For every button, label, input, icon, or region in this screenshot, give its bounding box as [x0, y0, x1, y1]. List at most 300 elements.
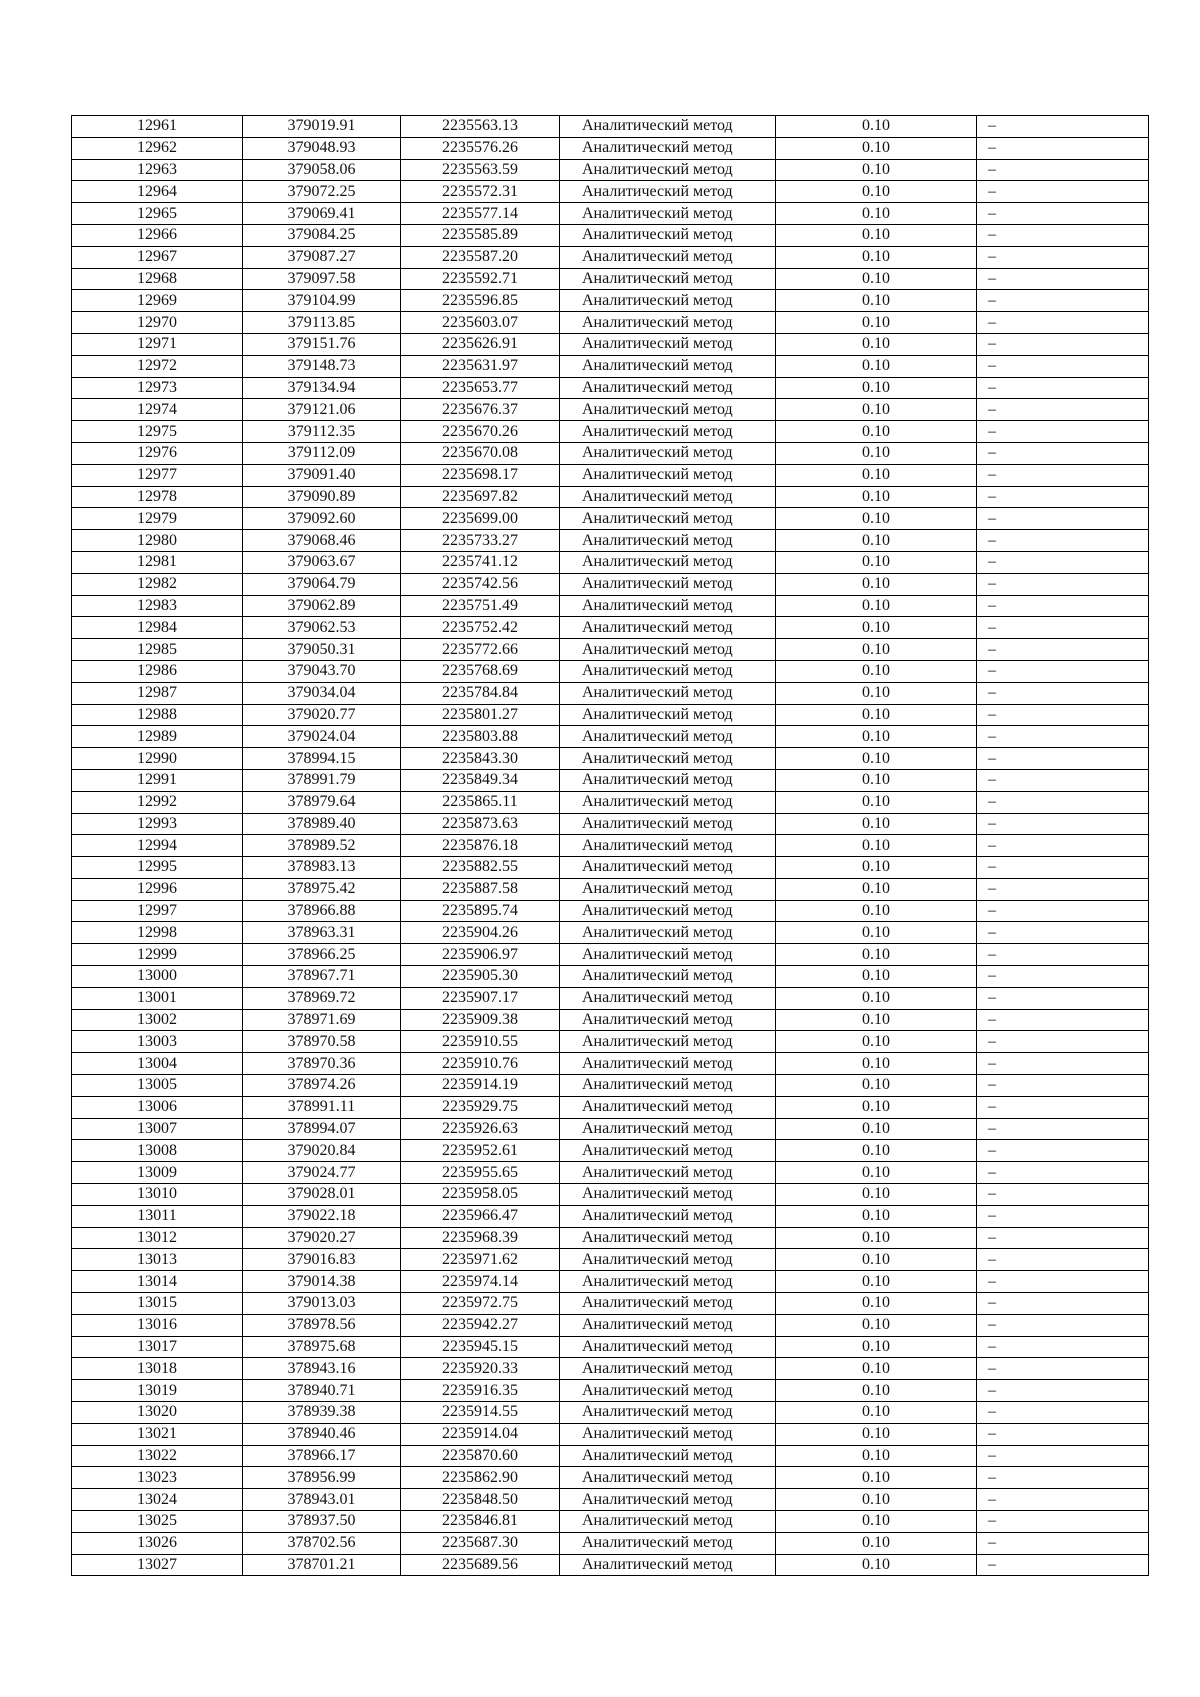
- description-cell: –: [977, 1096, 1149, 1118]
- description-cell: –: [977, 508, 1149, 530]
- x-coordinate-cell: 379034.04: [243, 682, 401, 704]
- point-number-cell: 12998: [72, 922, 243, 944]
- description-cell: –: [977, 1031, 1149, 1053]
- x-coordinate-cell: 378956.99: [243, 1467, 401, 1489]
- y-coordinate-cell: 2235843.30: [401, 748, 560, 770]
- precision-cell: 0.10: [776, 639, 977, 661]
- point-number-cell: 12986: [72, 660, 243, 682]
- method-cell: Аналитический метод: [560, 1402, 776, 1424]
- description-cell: –: [977, 421, 1149, 443]
- table-row: [72, 1227, 1149, 1249]
- point-number-cell: 12961: [72, 116, 243, 138]
- point-number-cell: 12994: [72, 835, 243, 857]
- point-number-cell: 13027: [72, 1554, 243, 1576]
- precision-cell: 0.10: [776, 922, 977, 944]
- precision-cell: 0.10: [776, 159, 977, 181]
- point-number-cell: 12968: [72, 268, 243, 290]
- precision-cell: 0.10: [776, 355, 977, 377]
- y-coordinate-cell: 2235972.75: [401, 1293, 560, 1315]
- y-coordinate-cell: 2235751.49: [401, 595, 560, 617]
- x-coordinate-cell: 378971.69: [243, 1009, 401, 1031]
- x-coordinate-cell: 379112.09: [243, 442, 401, 464]
- x-coordinate-cell: 378701.21: [243, 1554, 401, 1576]
- table-row: [72, 704, 1149, 726]
- description-cell: –: [977, 1445, 1149, 1467]
- method-cell: Аналитический метод: [560, 1205, 776, 1227]
- x-coordinate-cell: 378994.07: [243, 1118, 401, 1140]
- point-number-cell: 12974: [72, 399, 243, 421]
- description-cell: –: [977, 1314, 1149, 1336]
- description-cell: –: [977, 181, 1149, 203]
- method-cell: Аналитический метод: [560, 246, 776, 268]
- x-coordinate-cell: 379019.91: [243, 116, 401, 138]
- method-cell: Аналитический метод: [560, 1162, 776, 1184]
- method-cell: Аналитический метод: [560, 857, 776, 879]
- precision-cell: 0.10: [776, 377, 977, 399]
- table-row: [72, 1293, 1149, 1315]
- precision-cell: 0.10: [776, 333, 977, 355]
- point-number-cell: 12979: [72, 508, 243, 530]
- method-cell: Аналитический метод: [560, 944, 776, 966]
- point-number-cell: 12962: [72, 137, 243, 159]
- table-row: [72, 551, 1149, 573]
- x-coordinate-cell: 379091.40: [243, 464, 401, 486]
- method-cell: Аналитический метод: [560, 639, 776, 661]
- y-coordinate-cell: 2235768.69: [401, 660, 560, 682]
- description-cell: –: [977, 1075, 1149, 1097]
- x-coordinate-cell: 379084.25: [243, 224, 401, 246]
- method-cell: Аналитический метод: [560, 1336, 776, 1358]
- description-cell: –: [977, 682, 1149, 704]
- precision-cell: 0.10: [776, 813, 977, 835]
- precision-cell: 0.10: [776, 573, 977, 595]
- y-coordinate-cell: 2235906.97: [401, 944, 560, 966]
- x-coordinate-cell: 378966.88: [243, 900, 401, 922]
- point-number-cell: 12978: [72, 486, 243, 508]
- description-cell: –: [977, 203, 1149, 225]
- precision-cell: 0.10: [776, 1489, 977, 1511]
- point-number-cell: 13014: [72, 1271, 243, 1293]
- method-cell: Аналитический метод: [560, 617, 776, 639]
- method-cell: Аналитический метод: [560, 290, 776, 312]
- method-cell: Аналитический метод: [560, 137, 776, 159]
- description-cell: –: [977, 726, 1149, 748]
- point-number-cell: 13015: [72, 1293, 243, 1315]
- x-coordinate-cell: 378994.15: [243, 748, 401, 770]
- precision-cell: 0.10: [776, 726, 977, 748]
- table-row: [72, 1511, 1149, 1533]
- y-coordinate-cell: 2235909.38: [401, 1009, 560, 1031]
- table-row: [72, 987, 1149, 1009]
- point-number-cell: 13023: [72, 1467, 243, 1489]
- description-cell: –: [977, 246, 1149, 268]
- method-cell: Аналитический метод: [560, 660, 776, 682]
- table-row: [72, 878, 1149, 900]
- y-coordinate-cell: 2235904.26: [401, 922, 560, 944]
- description-cell: –: [977, 1227, 1149, 1249]
- description-cell: –: [977, 530, 1149, 552]
- precision-cell: 0.10: [776, 1402, 977, 1424]
- precision-cell: 0.10: [776, 1118, 977, 1140]
- precision-cell: 0.10: [776, 1009, 977, 1031]
- method-cell: Аналитический метод: [560, 595, 776, 617]
- precision-cell: 0.10: [776, 508, 977, 530]
- table-row: [72, 617, 1149, 639]
- y-coordinate-cell: 2235873.63: [401, 813, 560, 835]
- x-coordinate-cell: 378991.79: [243, 769, 401, 791]
- y-coordinate-cell: 2235670.08: [401, 442, 560, 464]
- x-coordinate-cell: 379062.89: [243, 595, 401, 617]
- x-coordinate-cell: 378991.11: [243, 1096, 401, 1118]
- y-coordinate-cell: 2235587.20: [401, 246, 560, 268]
- table-row: [72, 137, 1149, 159]
- precision-cell: 0.10: [776, 486, 977, 508]
- x-coordinate-cell: 378970.36: [243, 1053, 401, 1075]
- point-number-cell: 12977: [72, 464, 243, 486]
- description-cell: –: [977, 944, 1149, 966]
- table-row: [72, 355, 1149, 377]
- y-coordinate-cell: 2235592.71: [401, 268, 560, 290]
- precision-cell: 0.10: [776, 442, 977, 464]
- x-coordinate-cell: 379050.31: [243, 639, 401, 661]
- table-row: [72, 1053, 1149, 1075]
- point-number-cell: 12992: [72, 791, 243, 813]
- description-cell: –: [977, 377, 1149, 399]
- precision-cell: 0.10: [776, 835, 977, 857]
- table-row: [72, 377, 1149, 399]
- table-row: [72, 944, 1149, 966]
- point-number-cell: 12964: [72, 181, 243, 203]
- table-row: [72, 1532, 1149, 1554]
- y-coordinate-cell: 2235974.14: [401, 1271, 560, 1293]
- table-row: [72, 181, 1149, 203]
- precision-cell: 0.10: [776, 1031, 977, 1053]
- description-cell: –: [977, 1140, 1149, 1162]
- point-number-cell: 13011: [72, 1205, 243, 1227]
- y-coordinate-cell: 2235631.97: [401, 355, 560, 377]
- precision-cell: 0.10: [776, 966, 977, 988]
- x-coordinate-cell: 379024.04: [243, 726, 401, 748]
- point-number-cell: 12963: [72, 159, 243, 181]
- y-coordinate-cell: 2235848.50: [401, 1489, 560, 1511]
- description-cell: –: [977, 639, 1149, 661]
- table-row: [72, 682, 1149, 704]
- x-coordinate-cell: 379048.93: [243, 137, 401, 159]
- x-coordinate-cell: 379112.35: [243, 421, 401, 443]
- point-number-cell: 13025: [72, 1511, 243, 1533]
- description-cell: –: [977, 224, 1149, 246]
- description-cell: –: [977, 355, 1149, 377]
- point-number-cell: 13010: [72, 1184, 243, 1206]
- precision-cell: 0.10: [776, 1423, 977, 1445]
- table-row: [72, 1423, 1149, 1445]
- x-coordinate-cell: 379092.60: [243, 508, 401, 530]
- table-row: [72, 791, 1149, 813]
- y-coordinate-cell: 2235699.00: [401, 508, 560, 530]
- method-cell: Аналитический метод: [560, 573, 776, 595]
- table-row: [72, 1467, 1149, 1489]
- x-coordinate-cell: 378979.64: [243, 791, 401, 813]
- description-cell: –: [977, 333, 1149, 355]
- x-coordinate-cell: 379069.41: [243, 203, 401, 225]
- y-coordinate-cell: 2235958.05: [401, 1184, 560, 1206]
- method-cell: Аналитический метод: [560, 1053, 776, 1075]
- point-number-cell: 13016: [72, 1314, 243, 1336]
- table-row: [72, 1118, 1149, 1140]
- table-row: [72, 421, 1149, 443]
- y-coordinate-cell: 2235576.26: [401, 137, 560, 159]
- y-coordinate-cell: 2235916.35: [401, 1380, 560, 1402]
- point-number-cell: 12996: [72, 878, 243, 900]
- point-number-cell: 13009: [72, 1162, 243, 1184]
- precision-cell: 0.10: [776, 1140, 977, 1162]
- y-coordinate-cell: 2235577.14: [401, 203, 560, 225]
- description-cell: –: [977, 813, 1149, 835]
- table-row: [72, 442, 1149, 464]
- y-coordinate-cell: 2235971.62: [401, 1249, 560, 1271]
- precision-cell: 0.10: [776, 1293, 977, 1315]
- point-number-cell: 12966: [72, 224, 243, 246]
- x-coordinate-cell: 378975.68: [243, 1336, 401, 1358]
- x-coordinate-cell: 378939.38: [243, 1402, 401, 1424]
- y-coordinate-cell: 2235914.19: [401, 1075, 560, 1097]
- x-coordinate-cell: 379020.27: [243, 1227, 401, 1249]
- description-cell: –: [977, 464, 1149, 486]
- precision-cell: 0.10: [776, 1227, 977, 1249]
- x-coordinate-cell: 379022.18: [243, 1205, 401, 1227]
- method-cell: Аналитический метод: [560, 769, 776, 791]
- table-row: [72, 224, 1149, 246]
- y-coordinate-cell: 2235626.91: [401, 333, 560, 355]
- method-cell: Аналитический метод: [560, 551, 776, 573]
- y-coordinate-cell: 2235882.55: [401, 857, 560, 879]
- point-number-cell: 12997: [72, 900, 243, 922]
- point-number-cell: 12985: [72, 639, 243, 661]
- x-coordinate-cell: 379134.94: [243, 377, 401, 399]
- x-coordinate-cell: 379072.25: [243, 181, 401, 203]
- table-row: [72, 922, 1149, 944]
- description-cell: –: [977, 1402, 1149, 1424]
- description-cell: –: [977, 791, 1149, 813]
- method-cell: Аналитический метод: [560, 508, 776, 530]
- x-coordinate-cell: 379063.67: [243, 551, 401, 573]
- table-row: [72, 1402, 1149, 1424]
- point-number-cell: 13004: [72, 1053, 243, 1075]
- x-coordinate-cell: 379087.27: [243, 246, 401, 268]
- y-coordinate-cell: 2235910.55: [401, 1031, 560, 1053]
- y-coordinate-cell: 2235563.13: [401, 116, 560, 138]
- y-coordinate-cell: 2235801.27: [401, 704, 560, 726]
- y-coordinate-cell: 2235914.55: [401, 1402, 560, 1424]
- table-row: [72, 530, 1149, 552]
- precision-cell: 0.10: [776, 530, 977, 552]
- y-coordinate-cell: 2235752.42: [401, 617, 560, 639]
- point-number-cell: 12993: [72, 813, 243, 835]
- description-cell: –: [977, 1532, 1149, 1554]
- description-cell: –: [977, 1293, 1149, 1315]
- method-cell: Аналитический метод: [560, 1140, 776, 1162]
- description-cell: –: [977, 1009, 1149, 1031]
- table-row: [72, 595, 1149, 617]
- table-row: [72, 813, 1149, 835]
- method-cell: Аналитический метод: [560, 1554, 776, 1576]
- description-cell: –: [977, 769, 1149, 791]
- y-coordinate-cell: 2235803.88: [401, 726, 560, 748]
- y-coordinate-cell: 2235653.77: [401, 377, 560, 399]
- method-cell: Аналитический метод: [560, 421, 776, 443]
- table-row: [72, 726, 1149, 748]
- method-cell: Аналитический метод: [560, 1009, 776, 1031]
- precision-cell: 0.10: [776, 224, 977, 246]
- precision-cell: 0.10: [776, 682, 977, 704]
- x-coordinate-cell: 378940.71: [243, 1380, 401, 1402]
- point-number-cell: 13000: [72, 966, 243, 988]
- point-number-cell: 13001: [72, 987, 243, 1009]
- description-cell: –: [977, 1053, 1149, 1075]
- y-coordinate-cell: 2235687.30: [401, 1532, 560, 1554]
- precision-cell: 0.10: [776, 791, 977, 813]
- y-coordinate-cell: 2235862.90: [401, 1467, 560, 1489]
- method-cell: Аналитический метод: [560, 464, 776, 486]
- description-cell: –: [977, 1423, 1149, 1445]
- table-row: [72, 1554, 1149, 1576]
- description-cell: –: [977, 1511, 1149, 1533]
- method-cell: Аналитический метод: [560, 1184, 776, 1206]
- y-coordinate-cell: 2235742.56: [401, 573, 560, 595]
- method-cell: Аналитический метод: [560, 203, 776, 225]
- method-cell: Аналитический метод: [560, 224, 776, 246]
- description-cell: –: [977, 486, 1149, 508]
- table-row: [72, 246, 1149, 268]
- y-coordinate-cell: 2235849.34: [401, 769, 560, 791]
- description-cell: –: [977, 1358, 1149, 1380]
- method-cell: Аналитический метод: [560, 399, 776, 421]
- method-cell: Аналитический метод: [560, 1314, 776, 1336]
- table-row: [72, 900, 1149, 922]
- method-cell: Аналитический метод: [560, 748, 776, 770]
- description-cell: –: [977, 1336, 1149, 1358]
- table-row: [72, 399, 1149, 421]
- y-coordinate-cell: 2235907.17: [401, 987, 560, 1009]
- y-coordinate-cell: 2235865.11: [401, 791, 560, 813]
- precision-cell: 0.10: [776, 704, 977, 726]
- description-cell: –: [977, 748, 1149, 770]
- precision-cell: 0.10: [776, 268, 977, 290]
- x-coordinate-cell: 378937.50: [243, 1511, 401, 1533]
- point-number-cell: 13012: [72, 1227, 243, 1249]
- x-coordinate-cell: 379151.76: [243, 333, 401, 355]
- point-number-cell: 12995: [72, 857, 243, 879]
- point-number-cell: 13006: [72, 1096, 243, 1118]
- table-row: [72, 769, 1149, 791]
- method-cell: Аналитический метод: [560, 1293, 776, 1315]
- point-number-cell: 12972: [72, 355, 243, 377]
- method-cell: Аналитический метод: [560, 813, 776, 835]
- method-cell: Аналитический метод: [560, 312, 776, 334]
- precision-cell: 0.10: [776, 769, 977, 791]
- table-row: [72, 116, 1149, 138]
- table-row: [72, 1031, 1149, 1053]
- x-coordinate-cell: 379104.99: [243, 290, 401, 312]
- precision-cell: 0.10: [776, 987, 977, 1009]
- coordinates-table-body: [72, 116, 1149, 1576]
- precision-cell: 0.10: [776, 203, 977, 225]
- y-coordinate-cell: 2235585.89: [401, 224, 560, 246]
- x-coordinate-cell: 379013.03: [243, 1293, 401, 1315]
- table-row: [72, 1205, 1149, 1227]
- description-cell: –: [977, 900, 1149, 922]
- table-row: [72, 748, 1149, 770]
- x-coordinate-cell: 378989.40: [243, 813, 401, 835]
- table-row: [72, 486, 1149, 508]
- precision-cell: 0.10: [776, 137, 977, 159]
- table-row: [72, 573, 1149, 595]
- precision-cell: 0.10: [776, 551, 977, 573]
- description-cell: –: [977, 573, 1149, 595]
- point-number-cell: 12967: [72, 246, 243, 268]
- y-coordinate-cell: 2235733.27: [401, 530, 560, 552]
- point-number-cell: 12980: [72, 530, 243, 552]
- method-cell: Аналитический метод: [560, 159, 776, 181]
- table-row: [72, 464, 1149, 486]
- method-cell: Аналитический метод: [560, 1532, 776, 1554]
- table-row: [72, 159, 1149, 181]
- y-coordinate-cell: 2235698.17: [401, 464, 560, 486]
- precision-cell: 0.10: [776, 181, 977, 203]
- description-cell: –: [977, 1489, 1149, 1511]
- y-coordinate-cell: 2235955.65: [401, 1162, 560, 1184]
- point-number-cell: 13017: [72, 1336, 243, 1358]
- description-cell: –: [977, 857, 1149, 879]
- method-cell: Аналитический метод: [560, 1096, 776, 1118]
- description-cell: –: [977, 878, 1149, 900]
- point-number-cell: 13002: [72, 1009, 243, 1031]
- y-coordinate-cell: 2235697.82: [401, 486, 560, 508]
- x-coordinate-cell: 379024.77: [243, 1162, 401, 1184]
- description-cell: –: [977, 116, 1149, 138]
- x-coordinate-cell: 379028.01: [243, 1184, 401, 1206]
- table-row: [72, 639, 1149, 661]
- point-number-cell: 13013: [72, 1249, 243, 1271]
- method-cell: Аналитический метод: [560, 1271, 776, 1293]
- method-cell: Аналитический метод: [560, 1358, 776, 1380]
- x-coordinate-cell: 379068.46: [243, 530, 401, 552]
- x-coordinate-cell: 378983.13: [243, 857, 401, 879]
- precision-cell: 0.10: [776, 748, 977, 770]
- description-cell: –: [977, 1249, 1149, 1271]
- method-cell: Аналитический метод: [560, 726, 776, 748]
- method-cell: Аналитический метод: [560, 333, 776, 355]
- y-coordinate-cell: 2235926.63: [401, 1118, 560, 1140]
- point-number-cell: 12983: [72, 595, 243, 617]
- method-cell: Аналитический метод: [560, 966, 776, 988]
- method-cell: Аналитический метод: [560, 922, 776, 944]
- method-cell: Аналитический метод: [560, 1445, 776, 1467]
- description-cell: –: [977, 551, 1149, 573]
- y-coordinate-cell: 2235895.74: [401, 900, 560, 922]
- x-coordinate-cell: 379121.06: [243, 399, 401, 421]
- precision-cell: 0.10: [776, 1554, 977, 1576]
- table-row: [72, 1249, 1149, 1271]
- precision-cell: 0.10: [776, 1532, 977, 1554]
- point-number-cell: 13007: [72, 1118, 243, 1140]
- method-cell: Аналитический метод: [560, 1489, 776, 1511]
- table-row: [72, 268, 1149, 290]
- point-number-cell: 12973: [72, 377, 243, 399]
- table-row: [72, 1096, 1149, 1118]
- method-cell: Аналитический метод: [560, 268, 776, 290]
- y-coordinate-cell: 2235920.33: [401, 1358, 560, 1380]
